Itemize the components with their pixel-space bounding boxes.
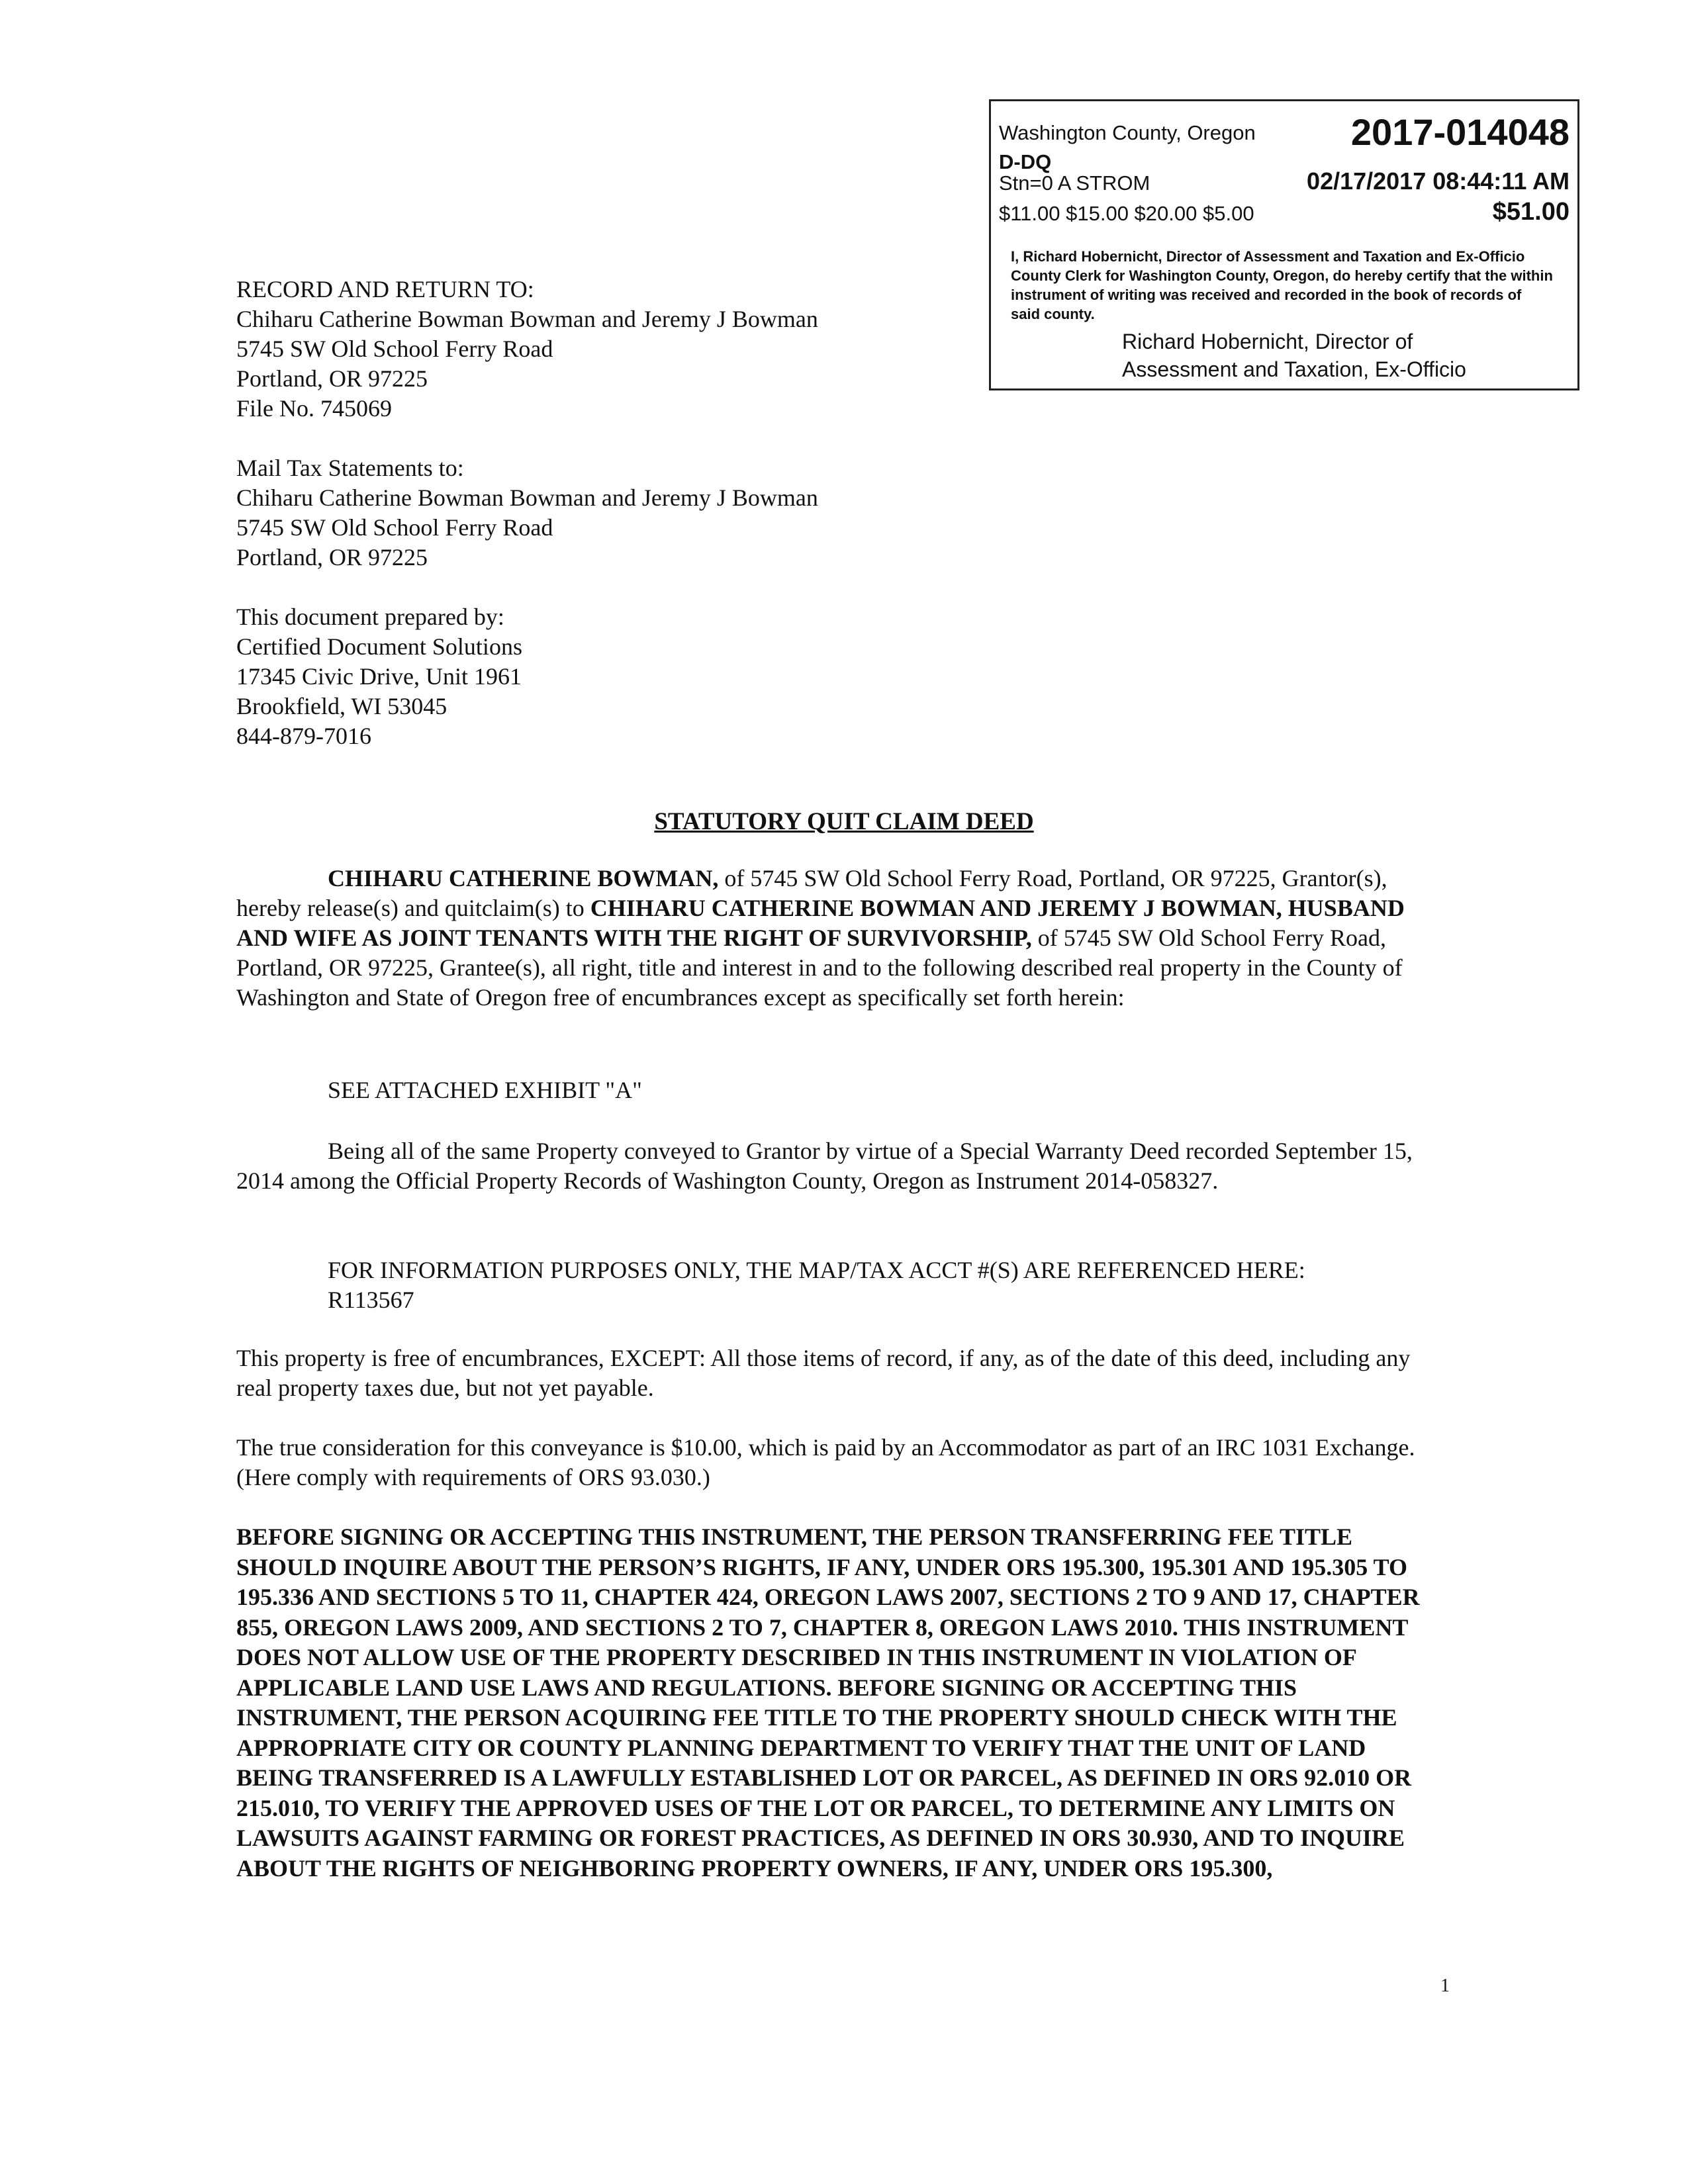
stamp-total: $51.00 <box>1492 198 1570 226</box>
record-return-city: Portland, OR 97225 <box>236 365 428 392</box>
exhibit-reference: SEE ATTACHED EXHIBIT "A" <box>328 1077 642 1103</box>
stamp-fees: $11.00 $15.00 $20.00 $5.00 <box>999 202 1254 225</box>
stamp-certification: I, Richard Hobernicht, Director of Assessment and Taxation and Ex-Officio County Clerk for Washington County, Oregon, do hereby certify that the within instrument of writing was received and recorded in the book of records of said county. <box>1011 248 1553 322</box>
prepared-by-company: Certified Document Solutions <box>236 633 522 660</box>
encumbrances-paragraph: This property is free of encumbrances, EXCEPT: All those items of record, if any, as of the date of this deed, including any real property taxes due, but not yet payable. <box>236 1345 1411 1401</box>
granting-clause <box>236 864 1448 1013</box>
prepared-by-block <box>236 602 522 751</box>
stamp-signer-line1: Richard Hobernicht, Director of <box>1122 330 1413 353</box>
record-return-heading: RECORD AND RETURN TO: <box>236 276 534 302</box>
record-return-name: Chiharu Catherine Bowman Bowman and Jeremy J Bowman <box>236 306 818 332</box>
document-title: STATUTORY QUIT CLAIM DEED <box>654 808 1034 835</box>
stamp-station: Stn=0 A STROM <box>999 171 1150 195</box>
record-return-street: 5745 SW Old School Ferry Road <box>236 336 553 362</box>
tax-statements-street: 5745 SW Old School Ferry Road <box>236 514 553 541</box>
grant-text-1: of 5745 SW Old School Ferry Road, Portland, OR 97225, Grantor(s), hereby release(s) and quitclaim(s) to <box>236 865 1387 921</box>
tax-statements-heading: Mail Tax Statements to: <box>236 455 464 481</box>
map-tax-acct-label: FOR INFORMATION PURPOSES ONLY, THE MAP/TAX ACCT #(S) ARE REFERENCED HERE: <box>328 1257 1305 1283</box>
stamp-signer-line2: Assessment and Taxation, Ex-Officio <box>1122 357 1466 381</box>
prepared-by-city: Brookfield, WI 53045 <box>236 693 447 719</box>
tax-statements-block <box>236 453 818 572</box>
grant-text-2: of 5745 SW Old School Ferry Road, Portland, OR 97225, Grantee(s), all right, title and interest in and to the following described real property in the County of Washington and State of Oregon free of encumbrances except as specifically set forth herein: <box>236 925 1403 1011</box>
stamp-signer <box>1122 328 1466 383</box>
record-return-block <box>236 275 818 424</box>
map-tax-acct-number: R113567 <box>328 1287 414 1313</box>
prepared-by-street: 17345 Civic Drive, Unit 1961 <box>236 663 522 690</box>
stamp-recorded-datetime: 02/17/2017 08:44:11 AM <box>1307 167 1570 195</box>
grantor-name: CHIHARU CATHERINE BOWMAN, <box>328 865 719 891</box>
prior-deed-paragraph: Being all of the same Property conveyed to Grantor by virtue of a Special Warranty Deed recorded September 15, 2014 among the Official Property Records of Washington County, Oregon as Instrument 2014-058327. <box>236 1138 1413 1194</box>
statutory-warning: BEFORE SIGNING OR ACCEPTING THIS INSTRUMENT, THE PERSON TRANSFERRING FEE TITLE SHOULD INQUIRE ABOUT THE PERSON’S RIGHTS, IF ANY, UNDER ORS 195.300, 195.301 AND 195.305 TO 195.336 AND SECTIONS 5 TO 11, CHAPTER 424, OREGON LAWS 2007, SECTIONS 2 TO 9 AND 17, CHAPTER 855, OREGON LAWS 2009, AND SECTIONS 2 TO 7, CHAPTER 8, OREGON LAWS 2010. THIS INSTRUMENT DOES NOT ALLOW USE OF THE PROPERTY DESCRIBED IN THIS INSTRUMENT IN VIOLATION OF APPLICABLE LAND USE LAWS AND REGULATIONS. BEFORE SIGNING OR ACCEPTING THIS INSTRUMENT, THE PERSON ACQUIRING FEE TITLE TO THE PROPERTY SHOULD CHECK WITH THE APPROPRIATE CITY OR COUNTY PLANNING DEPARTMENT TO VERIFY THAT THE UNIT OF LAND BEING TRANSFERRED IS A LAWFULLY ESTABLISHED LOT OR PARCEL, AS DEFINED IN ORS 92.010 OR 215.010, TO VERIFY THE APPROVED USES OF THE LOT OR PARCEL, TO DETERMINE ANY LIMITS ON LAWSUITS AGAINST FARMING OR FOREST PRACTICES, AS DEFINED IN ORS 30.930, AND TO INQUIRE ABOUT THE RIGHTS OF NEIGHBORING PROPERTY OWNERS, IF ANY, UNDER ORS 195.300, <box>236 1524 1420 1882</box>
prepared-by-heading: This document prepared by: <box>236 604 504 630</box>
grantee-names: CHIHARU CATHERINE BOWMAN AND JEREMY J BOWMAN, HUSBAND AND WIFE AS JOINT TENANTS WITH THE RIGHT OF SURVIVORSHIP, <box>236 895 1405 951</box>
tax-statements-city: Portland, OR 97225 <box>236 544 428 570</box>
consideration-paragraph: The true consideration for this conveyance is $10.00, which is paid by an Accommodator as part of an IRC 1031 Exchange. (Here comply with requirements of ORS 93.030.) <box>236 1434 1415 1490</box>
stamp-instrument-number: 2017-014048 <box>1350 111 1570 153</box>
tax-statements-name: Chiharu Catherine Bowman Bowman and Jeremy J Bowman <box>236 484 818 511</box>
prepared-by-phone: 844-879-7016 <box>236 723 371 749</box>
stamp-county: Washington County, Oregon <box>999 121 1256 144</box>
recording-stamp <box>989 99 1579 390</box>
page-number: 1 <box>1440 1976 1450 1996</box>
file-number: File No. 745069 <box>236 395 393 422</box>
information-block <box>328 1255 1305 1315</box>
stamp-doc-type: D-DQ <box>999 150 1052 173</box>
